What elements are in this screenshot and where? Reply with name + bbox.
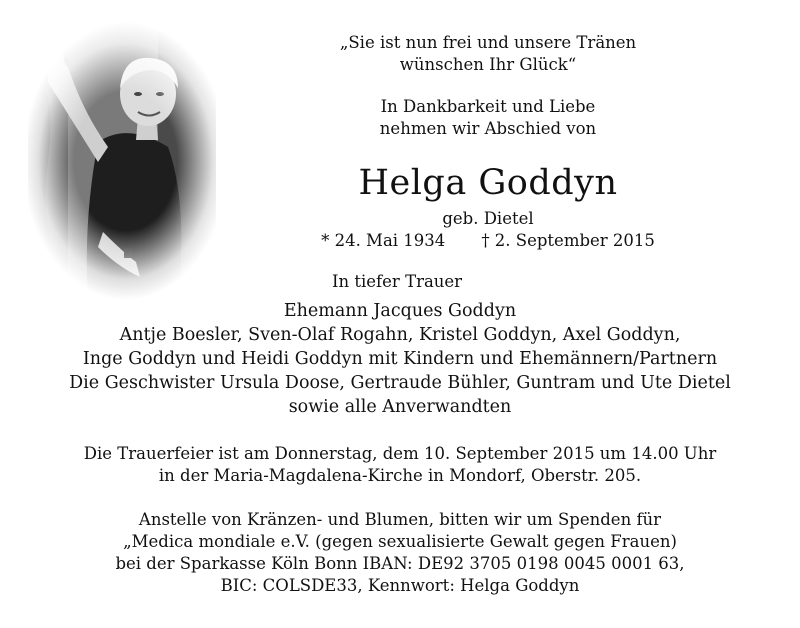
intro-line-2: nehmen wir Abschied von [379,119,597,138]
mourner-line: Antje Boesler, Sven-Olaf Rogahn, Kristel Goddyn, Axel Goddyn, [119,325,681,345]
deceased-name: Helga Goddyn [358,163,618,203]
donation-line-3: bei der Sparkasse Köln Bonn IBAN: DE92 3705 0198 0045 0001 63, [115,554,685,573]
mourner-line: Ehemann Jacques Goddyn [283,301,517,321]
mourning-intro: In tiefer Trauer [332,272,463,291]
maiden-name: geb. Dietel [442,209,534,228]
mourner-line: sowie alle Anverwandten [288,397,512,417]
mourner-line: Die Geschwister Ursula Doose, Gertraude Bühler, Guntram und Ute Dietel [69,373,731,393]
mourner-line: Inge Goddyn und Heidi Goddyn mit Kindern und Ehemännern/Partnern [82,349,718,369]
quote-line-1: „Sie ist nun frei und unsere Tränen [339,33,637,52]
donation-line-1: Anstelle von Kränzen- und Blumen, bitten wir um Spenden für [138,510,662,529]
donation-line-2: „Medica mondiale e.V. (gegen sexualisierte Gewalt gegen Frauen) [123,532,677,551]
funeral-line-1: Die Trauerfeier ist am Donnerstag, dem 10. September 2015 um 14.00 Uhr [83,444,717,463]
funeral-line-2: in der Maria-Magdalena-Kirche in Mondorf, Oberstr. 205. [158,466,642,485]
quote-line-2: wünschen Ihr Glück“ [399,55,577,74]
birth-date: * 24. Mai 1934 [321,231,446,250]
death-date: † 2. September 2015 [481,231,655,250]
intro-line-1: In Dankbarkeit und Liebe [380,97,596,116]
life-dates [0,231,800,250]
donation-line-4: BIC: COLSDE33, Kennwort: Helga Goddyn [220,576,580,595]
